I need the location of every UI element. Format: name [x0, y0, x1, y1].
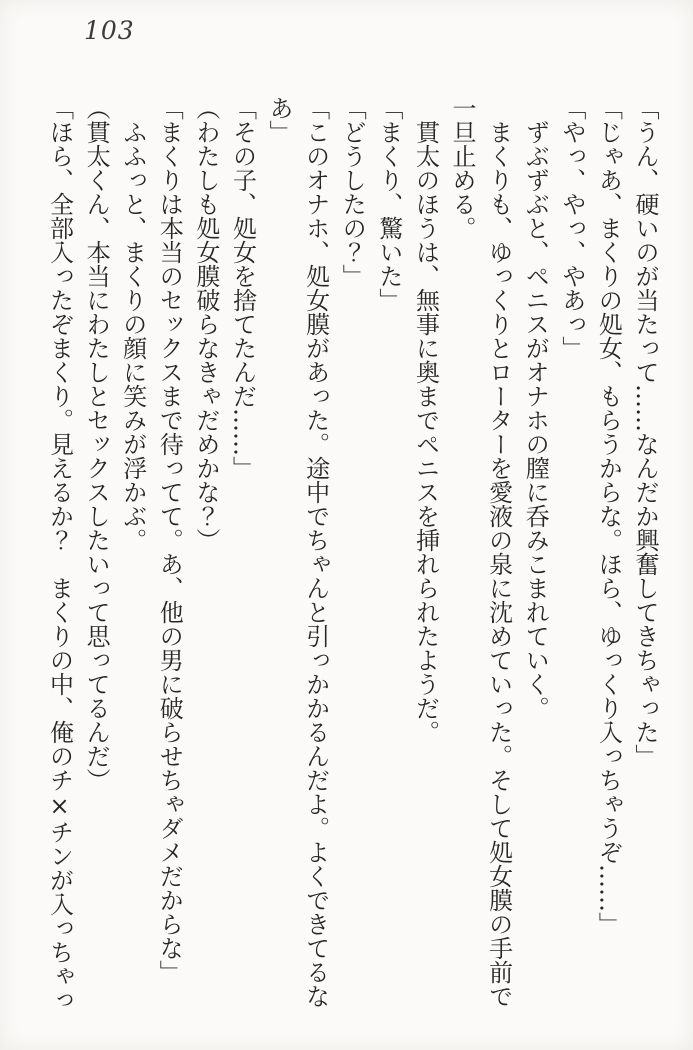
text-line: （貫太くん、本当にわたしとセックスしたいって思ってるんだ）	[82, 96, 111, 792]
text-line: ずぶずぶと、ペニスがオナホの膣に呑みこまれていく。	[521, 120, 550, 720]
text-line: 「このオナホ、処女膜があった。途中でちゃんと引っかかるんだよ。よくできてるな	[301, 96, 330, 1008]
text-block	[41, 96, 663, 1014]
text-line: 「やっ、やっ、やあっ」	[557, 96, 586, 360]
text-line: 一旦止める。	[448, 96, 477, 240]
text-line: 「じゃあ、まくりの処女、もらうからな。ほら、ゆっくり入っちゃうぞ……」	[594, 96, 623, 936]
text-line: 貫太のほうは、無事に奥までペニスを挿れられたようだ。	[411, 120, 440, 744]
text-line: あ」	[265, 96, 294, 144]
text-line: （わたしも処女膜破らなきゃだめかな？）	[191, 96, 220, 552]
text-line: 「どうしたの？」	[338, 96, 367, 288]
text-line: ふふっと、まくりの顔に笑みが浮かぶ。	[118, 120, 147, 552]
page-number: 103	[84, 16, 135, 45]
text-line: 「うん、硬いのが当たって……なんだか興奮してきちゃった」	[631, 96, 659, 768]
text-line: 「まくり、驚いた」	[374, 96, 403, 312]
text-line: 「その子、処女を捨てたんだ……」	[228, 96, 257, 480]
text-line: 「まくりは本当のセックスまで待ってて。あ、他の男に破らせちゃダメだからな」	[155, 96, 184, 984]
text-line: 「ほら、全部入ったぞまくり。見えるか？ まくりの中、俺のチ×チンが入っちゃっ	[45, 96, 74, 1012]
text-line: まくりも、ゆっくりとローターを愛液の泉に沈めていった。そして処女膜の手前で	[484, 120, 513, 1008]
